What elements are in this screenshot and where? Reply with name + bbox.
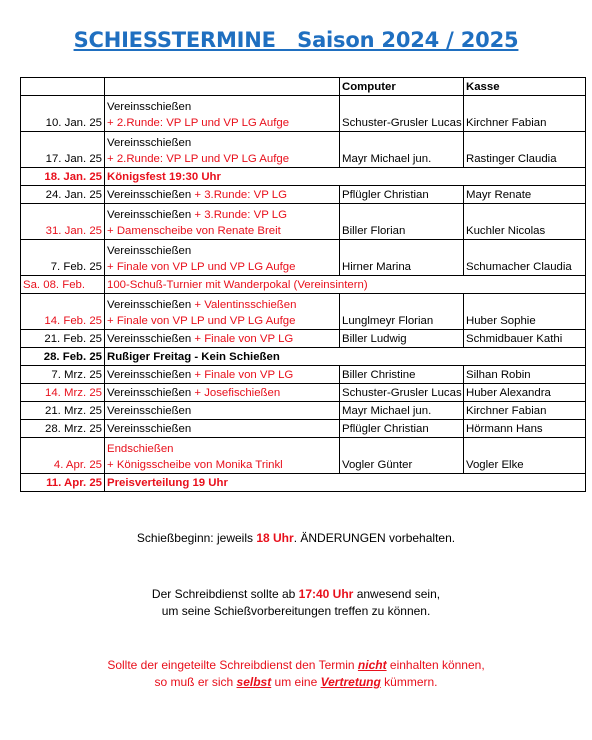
warning-note bbox=[0, 657, 592, 691]
row-event: Rußiger Freitag - Kein Schießen bbox=[105, 348, 586, 366]
header-computer: Computer bbox=[340, 78, 464, 96]
row-computer: Vogler Günter bbox=[340, 438, 464, 474]
row-computer: Schuster-Grusler Lucas bbox=[340, 96, 464, 132]
row-date: 10. Jan. 25 bbox=[21, 96, 105, 132]
note-text: . ÄNDERUNGEN vorbehalten. bbox=[293, 531, 456, 545]
row-date: Sa. 08. Feb. bbox=[21, 276, 105, 294]
row-event bbox=[105, 438, 340, 474]
event-line: Vereinsschießen bbox=[107, 369, 192, 381]
row-date: 17. Jan. 25 bbox=[21, 132, 105, 168]
duty-time: 17:40 Uhr bbox=[298, 587, 354, 601]
row-event: Vereinsschießen bbox=[105, 402, 340, 420]
header-date bbox=[21, 78, 105, 96]
row-kasse: Kuchler Nicolas bbox=[464, 204, 586, 240]
emphasis-vertretung: Vertretung bbox=[320, 675, 381, 689]
row-kasse: Rastinger Claudia bbox=[464, 132, 586, 168]
row-computer: Schuster-Grusler Lucas bbox=[340, 384, 464, 402]
start-note bbox=[0, 530, 592, 547]
event-addition: + Königsscheibe von Monika Trinkl bbox=[107, 459, 283, 471]
row-kasse: Mayr Renate bbox=[464, 186, 586, 204]
event-line bbox=[107, 207, 337, 223]
table-row bbox=[21, 474, 586, 492]
event-line bbox=[107, 297, 337, 313]
note-text: so muß er sich bbox=[154, 675, 237, 689]
table-row bbox=[21, 276, 586, 294]
row-computer: Pflügler Christian bbox=[340, 186, 464, 204]
row-event bbox=[105, 384, 340, 402]
table-row bbox=[21, 294, 586, 330]
row-event bbox=[105, 132, 340, 168]
row-computer: Hirner Marina bbox=[340, 240, 464, 276]
emphasis-nicht: nicht bbox=[357, 658, 387, 672]
table-row bbox=[21, 402, 586, 420]
row-computer: Mayr Michael jun. bbox=[340, 132, 464, 168]
event-addition: + 2.Runde: VP LP und VP LG Aufge bbox=[107, 117, 290, 129]
row-event bbox=[105, 240, 340, 276]
event-addition: + 3.Runde: VP LG bbox=[191, 189, 287, 201]
row-computer: Pflügler Christian bbox=[340, 420, 464, 438]
row-date: 11. Apr. 25 bbox=[21, 474, 105, 492]
table-row bbox=[21, 384, 586, 402]
event-line: Vereinsschießen bbox=[107, 137, 192, 149]
table-row bbox=[21, 186, 586, 204]
row-date: 24. Jan. 25 bbox=[21, 186, 105, 204]
table-row bbox=[21, 204, 586, 240]
row-computer: Mayr Michael jun. bbox=[340, 402, 464, 420]
row-event: Königsfest 19:30 Uhr bbox=[105, 168, 586, 186]
event-addition: + Finale von VP LG bbox=[191, 333, 294, 345]
row-kasse: Kirchner Fabian bbox=[464, 96, 586, 132]
event-addition: + Finale von VP LP und VP LG Aufge bbox=[107, 315, 296, 327]
row-computer: Biller Christine bbox=[340, 366, 464, 384]
note-text: Sollte der eingeteilte Schreibdienst den Termin bbox=[107, 658, 358, 672]
table-row bbox=[21, 240, 586, 276]
event-addition: + 3.Runde: VP LG bbox=[191, 209, 287, 221]
emphasis-selbst: selbst bbox=[236, 675, 272, 689]
event-line: Endschießen bbox=[107, 443, 174, 455]
start-time: 18 Uhr bbox=[256, 531, 294, 545]
event-addition: + Finale von VP LG bbox=[191, 369, 294, 381]
row-date: 7. Feb. 25 bbox=[21, 240, 105, 276]
note-text: kümmern. bbox=[380, 675, 438, 689]
row-event bbox=[105, 330, 340, 348]
event-addition: + 2.Runde: VP LP und VP LG Aufge bbox=[107, 153, 290, 165]
table-row bbox=[21, 366, 586, 384]
row-kasse: Hörmann Hans bbox=[464, 420, 586, 438]
row-date: 31. Jan. 25 bbox=[21, 204, 105, 240]
row-kasse: Kirchner Fabian bbox=[464, 402, 586, 420]
row-event bbox=[105, 366, 340, 384]
row-computer: Lunglmeyr Florian bbox=[340, 294, 464, 330]
table-row bbox=[21, 348, 586, 366]
header-event bbox=[105, 78, 340, 96]
event-addition: + Finale von VP LP und VP LG Aufge bbox=[107, 261, 296, 273]
row-computer: Biller Florian bbox=[340, 204, 464, 240]
table-row bbox=[21, 168, 586, 186]
duty-note bbox=[0, 586, 592, 620]
event-addition: + Josefischießen bbox=[191, 387, 281, 399]
row-date: 7. Mrz. 25 bbox=[21, 366, 105, 384]
event-addition: + Valentinsschießen bbox=[191, 299, 297, 311]
header-kasse: Kasse bbox=[464, 78, 586, 96]
row-date: 14. Feb. 25 bbox=[21, 294, 105, 330]
row-date: 4. Apr. 25 bbox=[21, 438, 105, 474]
row-kasse: Silhan Robin bbox=[464, 366, 586, 384]
row-event bbox=[105, 96, 340, 132]
row-date: 21. Feb. 25 bbox=[21, 330, 105, 348]
row-date: 14. Mrz. 25 bbox=[21, 384, 105, 402]
table-row bbox=[21, 438, 586, 474]
table-row bbox=[21, 420, 586, 438]
page-title: SCHIESSTERMINE Saison 2024 / 2025 bbox=[73, 28, 519, 52]
row-kasse: Schumacher Claudia bbox=[464, 240, 586, 276]
table-row bbox=[21, 96, 586, 132]
row-event: Preisverteilung 19 Uhr bbox=[105, 474, 586, 492]
event-line: Vereinsschießen bbox=[107, 387, 192, 399]
event-main: Vereinsschießen bbox=[107, 299, 192, 311]
row-date: 28. Mrz. 25 bbox=[21, 420, 105, 438]
event-line: Vereinsschießen bbox=[107, 101, 192, 113]
event-addition: + Damenscheibe von Renate Breit bbox=[107, 225, 281, 237]
row-date: 28. Feb. 25 bbox=[21, 348, 105, 366]
row-event: Vereinsschießen bbox=[105, 420, 340, 438]
row-kasse: Vogler Elke bbox=[464, 438, 586, 474]
table-header-row bbox=[21, 78, 586, 96]
note-text: einhalten können, bbox=[386, 658, 485, 672]
note-text: um seine Schießvorbereitungen treffen zu können. bbox=[161, 604, 431, 618]
note-text: anwesend sein, bbox=[353, 587, 441, 601]
note-text: Schießbeginn: jeweils bbox=[136, 531, 257, 545]
row-event bbox=[105, 204, 340, 240]
table-row bbox=[21, 330, 586, 348]
event-main: Vereinsschießen bbox=[107, 209, 192, 221]
row-computer: Biller Ludwig bbox=[340, 330, 464, 348]
row-event bbox=[105, 294, 340, 330]
event-line: Vereinsschießen bbox=[107, 333, 192, 345]
schedule-table bbox=[20, 77, 586, 492]
row-event bbox=[105, 186, 340, 204]
note-text: Der Schreibdienst sollte ab bbox=[151, 587, 299, 601]
row-date: 18. Jan. 25 bbox=[21, 168, 105, 186]
row-kasse: Huber Sophie bbox=[464, 294, 586, 330]
event-line: Vereinsschießen bbox=[107, 245, 192, 257]
note-text: um eine bbox=[271, 675, 321, 689]
table-row bbox=[21, 132, 586, 168]
row-date: 21. Mrz. 25 bbox=[21, 402, 105, 420]
row-kasse: Schmidbauer Kathi bbox=[464, 330, 586, 348]
event-line: Vereinsschießen bbox=[107, 189, 192, 201]
row-event: 100-Schuß-Turnier mit Wanderpokal (Vereinsintern) bbox=[105, 276, 586, 294]
row-kasse: Huber Alexandra bbox=[464, 384, 586, 402]
